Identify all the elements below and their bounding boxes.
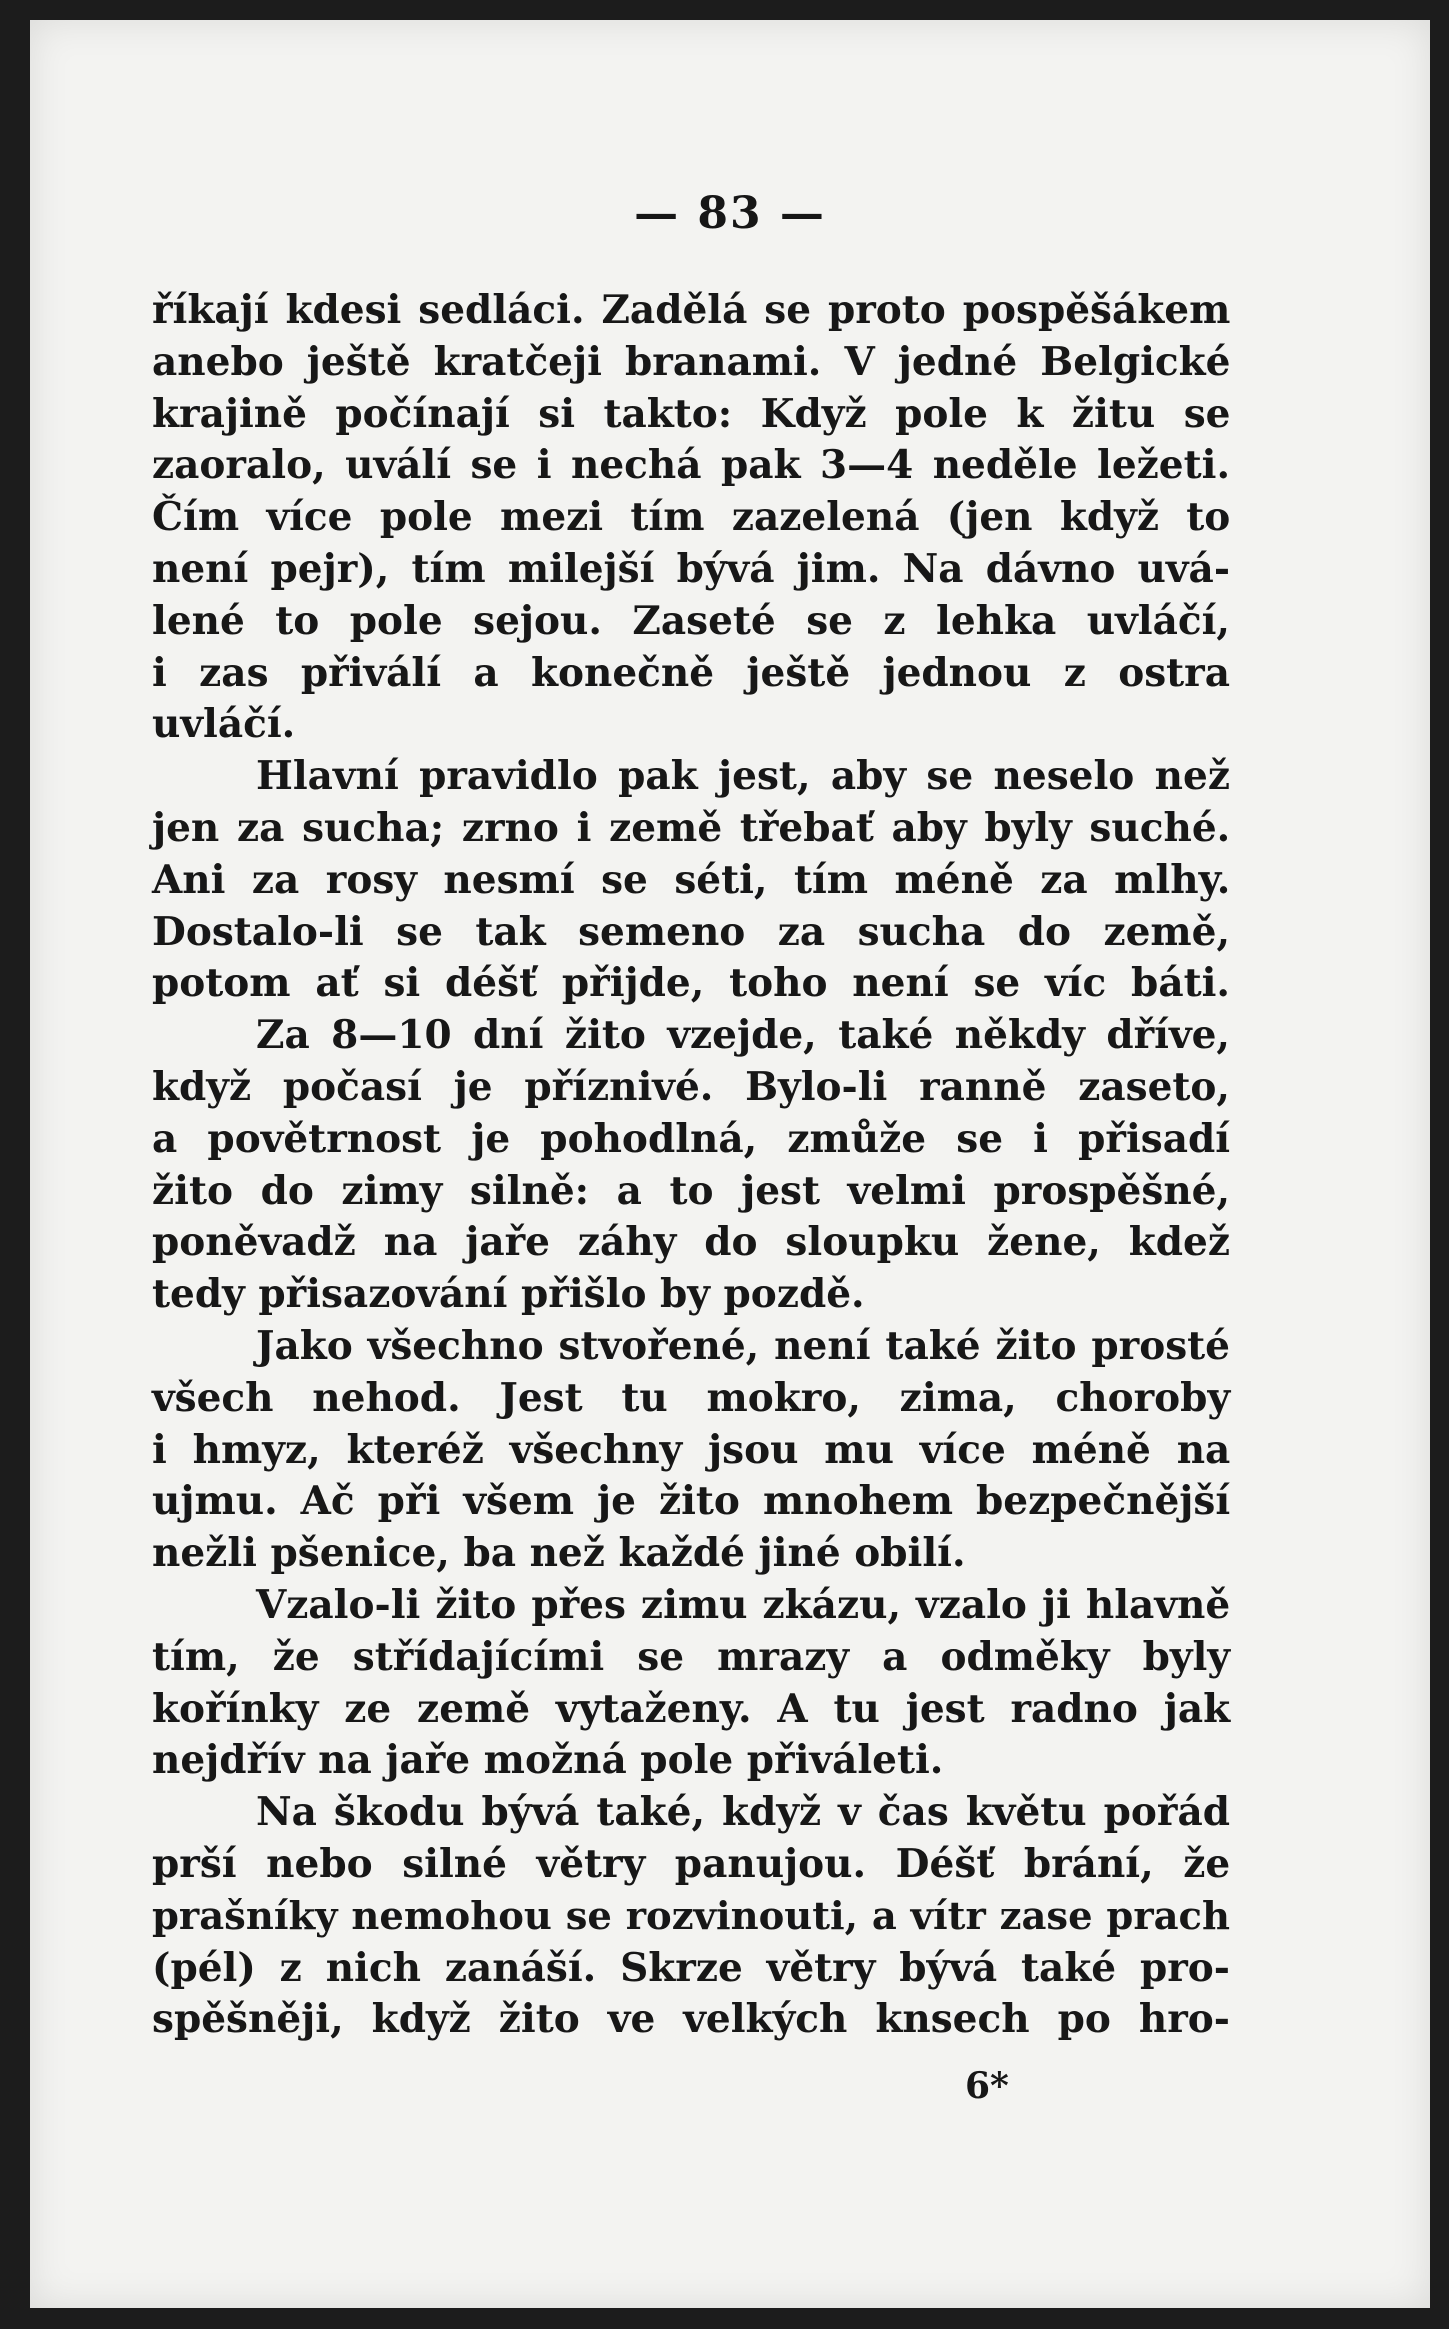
signature-mark: 6*: [965, 2065, 1009, 2107]
page-number: — 83 —: [634, 188, 826, 239]
text-line: Za 8—10 dní žito vzejde, také někdy dříve,: [256, 1012, 1230, 1059]
text-line: nejdřív na jaře možná pole přiváleti.: [152, 1737, 944, 1784]
text-line: není pejr), tím milejší bývá jim. Na dávno uvá-: [152, 545, 1231, 592]
text-line: i hmyz, kteréž všechny jsou mu více méně na: [152, 1426, 1231, 1473]
text-line: nežli pšenice, ba než každé jiné obilí.: [152, 1530, 966, 1577]
body-text: [152, 285, 1230, 2046]
text-line: tím, že střídajícími se mrazy a odměky byly: [152, 1633, 1230, 1680]
text-line: Ani za rosy nesmí se séti, tím méně za mlhy.: [152, 856, 1231, 903]
text-line: říkají kdesi sedláci. Zadělá se proto pospěšákem: [152, 287, 1231, 333]
text-line: prašníky nemohou se rozvinouti, a vítr zase prach: [152, 1893, 1230, 1939]
text-line: a povětrnost je pohodlná, zmůže se i přisadí: [152, 1115, 1231, 1162]
text-line: krajině počínají si takto: Když pole k žitu se: [152, 390, 1231, 437]
text-line: kořínky ze země vytaženy. A tu jest radno jak: [152, 1685, 1231, 1732]
text-line: poněvadž na jaře záhy do sloupku žene, kdež: [152, 1219, 1230, 1266]
text-line: Dostalo-li se tak semeno za sucha do země,: [152, 908, 1231, 955]
text-line: potom ať si déšť přijde, toho není se víc báti.: [152, 960, 1230, 1007]
text-line: uvláčí.: [152, 701, 296, 748]
text-line: lené to pole sejou. Zaseté se z lehka uvláčí,: [152, 597, 1230, 644]
text-line: anebo ještě kratčeji branami. V jedné Belgické: [152, 338, 1231, 385]
text-line: (pél) z nich zanáší. Skrze větry bývá také pro-: [152, 1944, 1230, 1991]
text-line: žito do zimy silně: a to jest velmi prospěšné,: [152, 1167, 1231, 1214]
text-line: Čím více pole mezi tím zazelená (jen když to: [152, 494, 1231, 541]
text-line: spěšněji, když žito ve velkých knsech po hro-: [152, 1996, 1230, 2043]
text-line: všech nehod. Jest tu mokro, zima, choroby: [152, 1374, 1231, 1421]
text-line: tedy přisazování přišlo by pozdě.: [152, 1271, 865, 1318]
text-line: i zas přiválí a konečně ještě jednou z ostra: [152, 649, 1230, 696]
text-line: Na škodu bývá také, když v čas květu pořád: [256, 1789, 1230, 1836]
text-line: když počasí je příznivé. Bylo-li ranně zaseto,: [152, 1063, 1230, 1110]
book-page: [30, 20, 1430, 2308]
text-line: Vzalo-li žito přes zimu zkázu, vzalo ji hlavně: [256, 1581, 1231, 1628]
text-line: prší nebo silné větry panujou. Déšť brání, že: [152, 1840, 1231, 1887]
text-line: ujmu. Ač při všem je žito mnohem bezpečnější: [152, 1478, 1231, 1525]
text-line: zaoralo, uválí se i nechá pak 3—4 neděle ležeti.: [152, 442, 1231, 489]
text-line: Jako všechno stvořené, není také žito prosté: [256, 1322, 1230, 1369]
text-line: jen za sucha; zrno i země třebať aby byly suché.: [152, 804, 1231, 851]
text-line: Hlavní pravidlo pak jest, aby se neselo než: [256, 753, 1230, 800]
